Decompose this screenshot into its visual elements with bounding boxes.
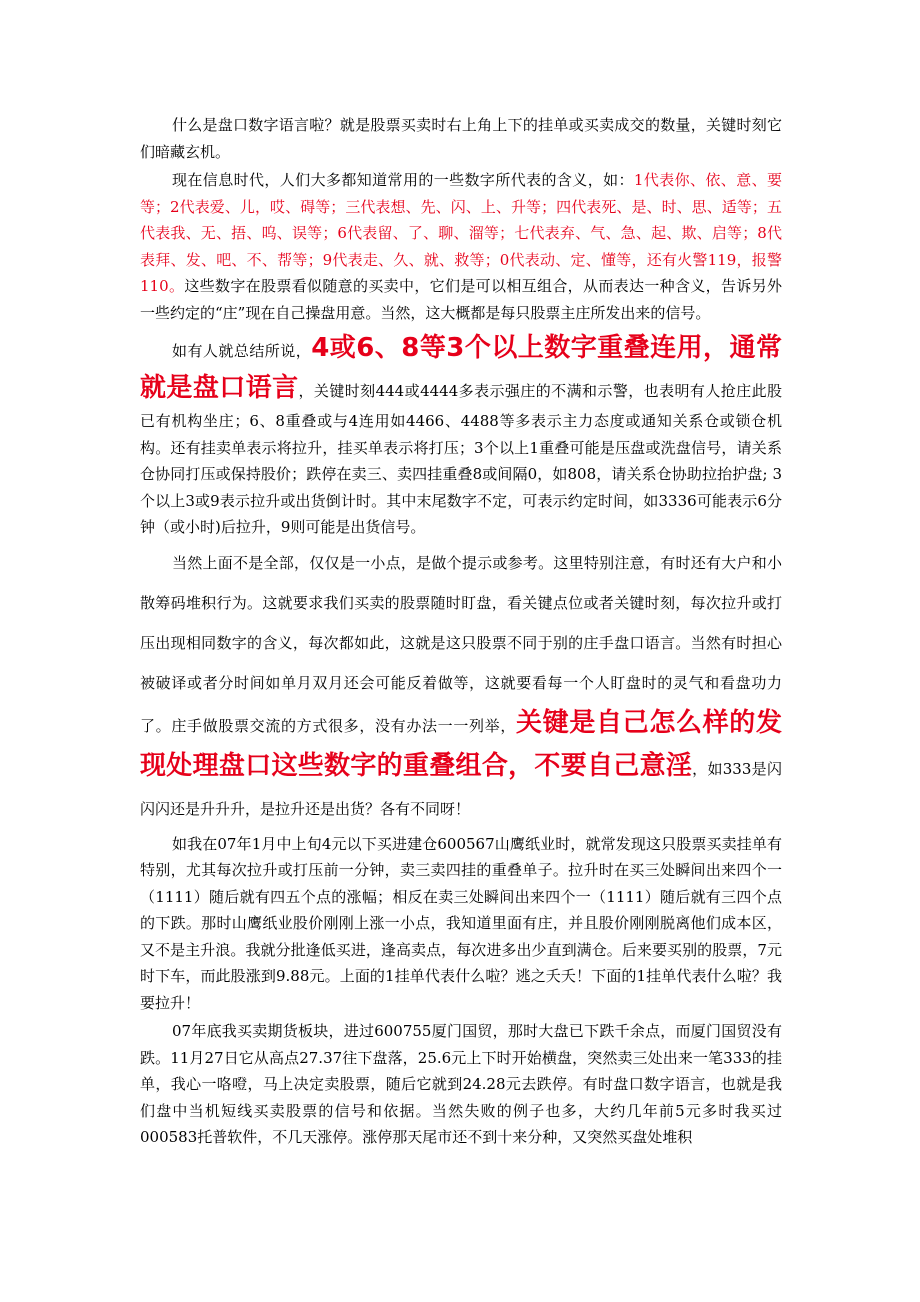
summary-rules-detail: ，关键时刻444或4444多表示强庄的不满和示警，也表明有人抢庄此股已有机构坐庄；6、8重叠或与4连用如4466、4488等多表示主力态度或通知关系仓或锁仓机构。还有挂卖单表示将拉升，挂买单表示将打压；3个以上1重叠可能是压盘或洗盘信号，请关系仓协同打压或保持股价；跌停在卖三、卖四挂重叠8或间隔0，如808，请关系仓协助拉抬护盘; 3个以上3或9表示拉升或出货倒计时。其中末尾数字不定，可表示约定时间，如3336可能表示6分钟（或小时)后拉升，9则可能是出货信号。 bbox=[140, 382, 782, 536]
number-meanings-explanation: 这些数字在股票看似随意的买卖中，它们是可以相互组合，从而表达一种含义，告诉另外一些约定的“庄”现在自己操盘用意。当然，这大概都是每只股票主庄所发出来的信号。 bbox=[140, 277, 782, 322]
paragraph-caution bbox=[140, 543, 782, 829]
document-body bbox=[140, 112, 782, 1153]
paragraph-number-meanings bbox=[140, 167, 782, 326]
paragraph-intro: 什么是盘口数字语言啦？就是股票买卖时右上角上下的挂单或买卖成交的数量，关键时刻它们暗藏玄机。 bbox=[140, 116, 782, 161]
caution-tail: ，如333是闪闪闪还是升升升，是拉升还是出货？各有不同呀！ bbox=[140, 759, 782, 818]
paragraph-example-600567: 如我在07年1月中上旬4元以下买进建仓600567山鹰纸业时，就常发现这只股票买卖挂单有特别，尤其每次拉升或打压前一分钟，卖三卖四挂的重叠单子。拉升时在买三处瞬间出来四个一（1111）随后就有四五个点的涨幅；相反在卖三处瞬间出来四个一（1111）随后就有三四个点的下跌。那时山鹰纸业股价刚刚上涨一小点，我知道里面有庄，并且股价刚刚脱离他们成本区，又不是主升浪。我就分批逢低买进，逢高卖点，每次进多出少直到满仓。后来要买别的股票，7元时下车，而此股涨到9.88元。上面的1挂单代表什么啦？逃之夭夭！下面的1挂单代表什么啦？我要拉升！ bbox=[140, 834, 782, 1012]
number-meanings-list: 1代表你、依、意、要等；2代表爱、儿，哎、碍等；三代表想、先、闪、上、升等；四代表死、是、时、思、适等；五代表我、无、捂、呜、误等；6代表留、了、聊、溜等；七代表弃、气、急、起、欺、启等；8代表拜、发、吧、不、帮等；9代表走、久、就、救等；0代表动、定、懂等，还有火警119，报警110。 bbox=[140, 171, 782, 295]
caution-lead: 当然上面不是全部，仅仅是一小点，是做个提示或参考。这里特别注意，有时还有大户和小散筹码堆积行为。这就要求我们买卖的股票随时盯盘，看关键点位或者关键时刻，每次拉升或打压出现相同数字的含义，每次都如此，这就是这只股票不同于别的庄手盘口语言。当然有时担心被破译或者分时间如单月双月还会可能反着做等，这就要看每一个人盯盘时的灵气和看盘功力了。庄手做股票交流的方式很多，没有办法一一列举， bbox=[140, 553, 782, 735]
paragraph-example-600755: 07年底我买卖期货板块，进过600755厦门国贸，那时大盘已下跌千余点，而厦门国贸没有跌。11月27日它从高点27.37往下盘落，25.6元上下时开始横盘，突然卖三处出来一笔333的挂单，我心一咯噔，马上决定卖股票，随后它就到24.28元去跌停。有时盘口数字语言，也就是我们盘中当机短线买卖股票的信号和依据。当然失败的例子也多，大约几年前5元多时我买过000583托普软件，不几天涨停。涨停那天尾市还不到十来分种，又突然买盘处堆积 bbox=[140, 1022, 782, 1146]
summary-rules-highlight: 4或6、8等3个以上数字重叠连用，通常就是盘口语言 bbox=[140, 333, 782, 403]
caution-highlight: 关键是自己怎么样的发现处理盘口这些数字的重叠组合，不要自己意淫 bbox=[140, 707, 782, 781]
paragraph-summary-rules bbox=[140, 328, 782, 541]
summary-rules-lead: 如有人就总结所说， bbox=[172, 342, 312, 360]
number-meanings-lead: 现在信息时代，人们大多都知道常用的一些数字所代表的含义，如： bbox=[172, 171, 634, 189]
